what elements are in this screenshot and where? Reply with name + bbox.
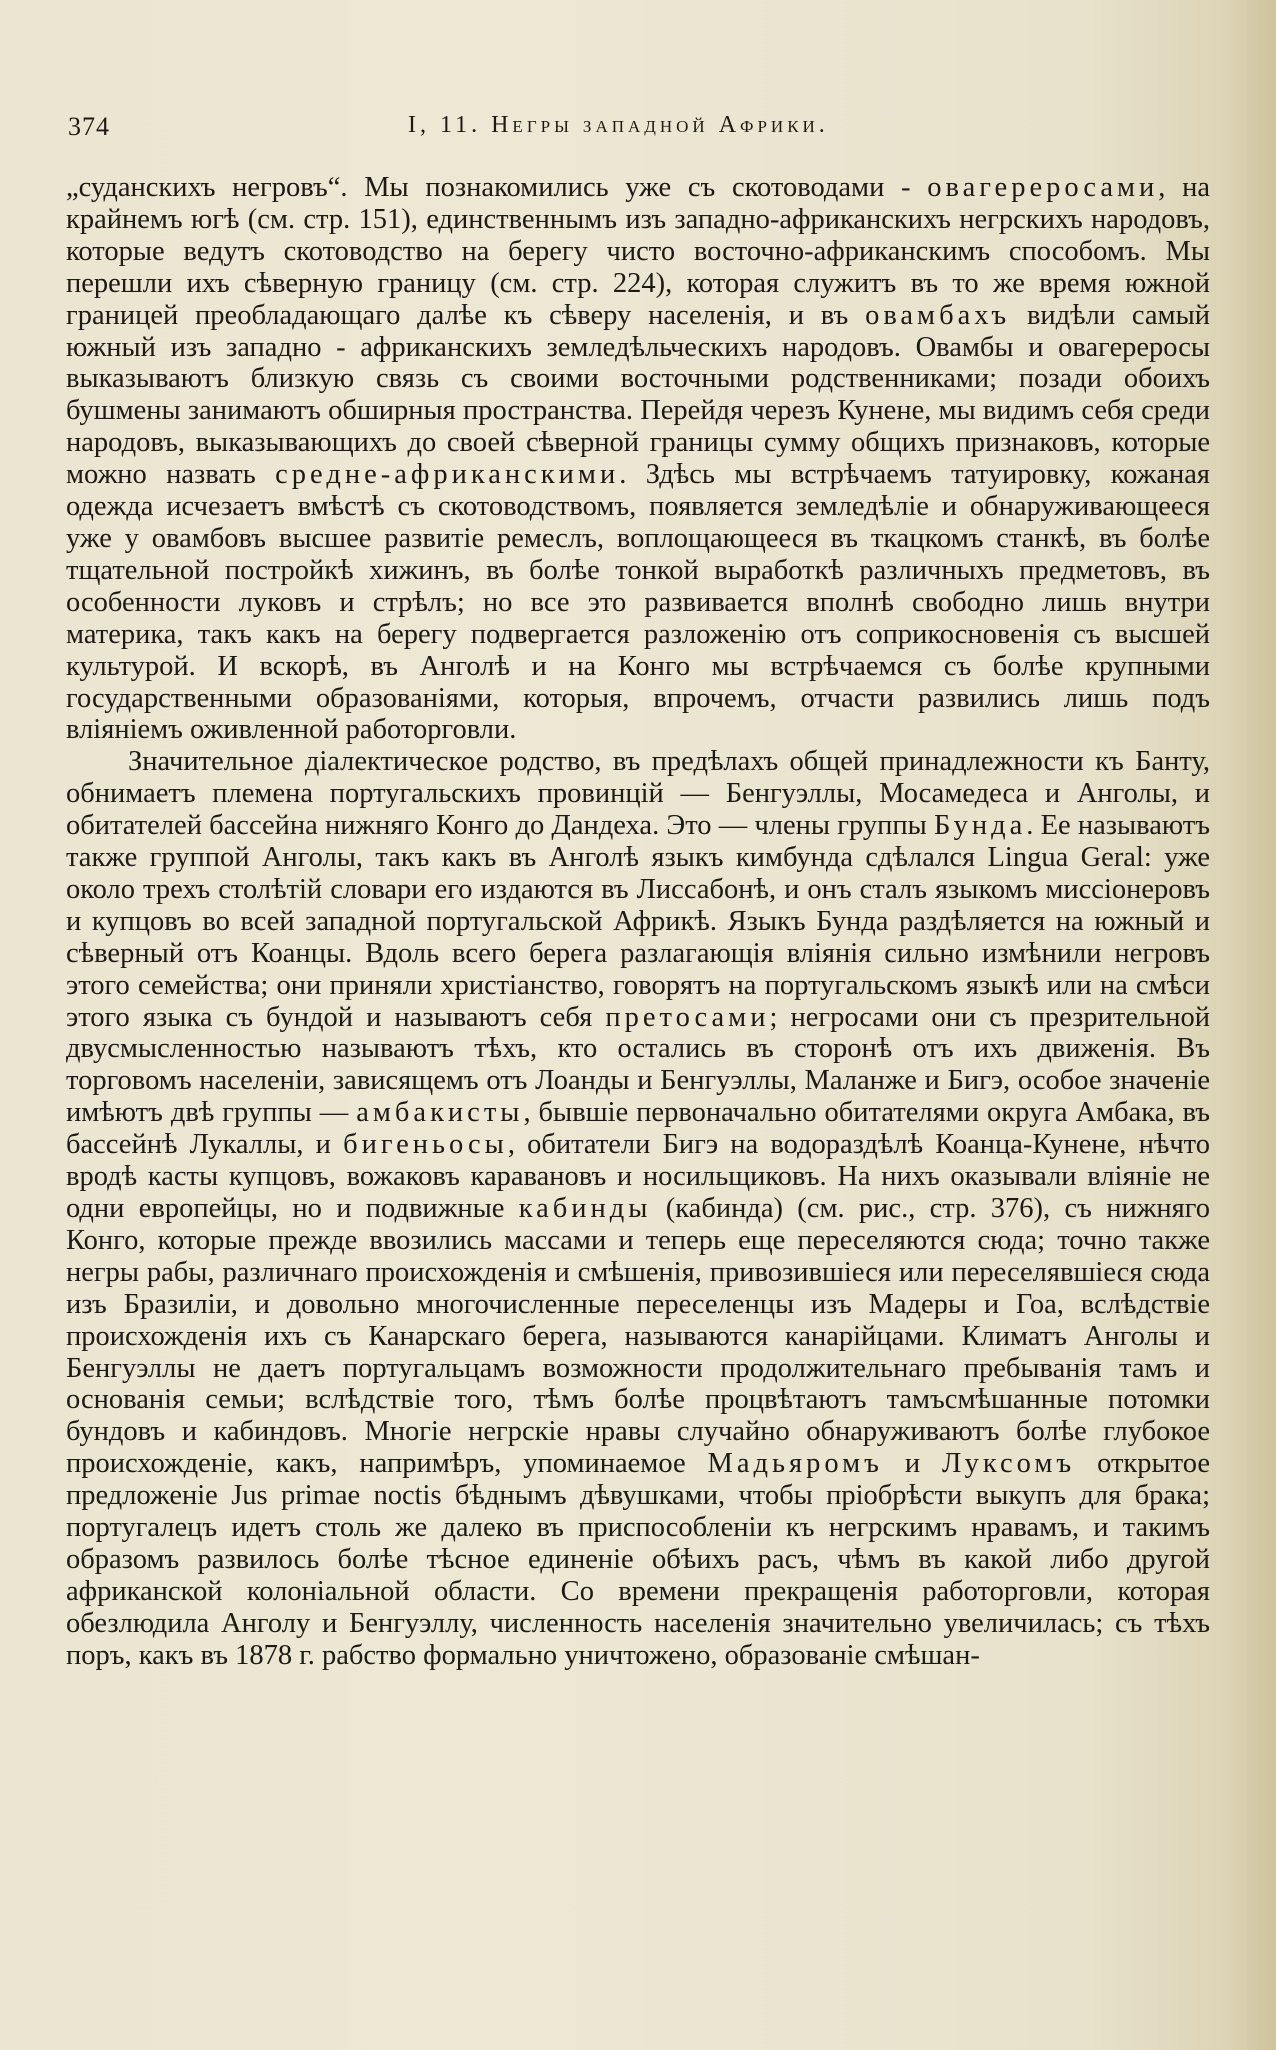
- paragraph-2: [66, 746, 1210, 1671]
- text-run: и: [882, 1448, 943, 1480]
- text-run: открытое предложеніе Jus primae noctis бѣднымъ дѣвушками, чтобы пріобрѣсти выкупъ для брака; португалецъ идетъ столь же далеко въ приспособленіи къ негрскимъ нравамъ, и такимъ образомъ развилось болѣе тѣсное единеніе обѣихъ расъ, чѣмъ въ какой либо другой африканской колоніальной области. Со времени прекращенія работорговли, которая обезлюдила Анголу и Бенгуэллу, численность населенія значительно увеличилась; съ тѣхъ поръ, какъ въ 1878 г. рабство формально уничтожено, образованіе смѣшан-: [66, 1448, 1210, 1671]
- text-run: , обитатели Бигэ на водораздѣлѣ Коанца-Кунене, нѣчто вродѣ касты купцовъ, вожаковъ каравановъ и носильщиковъ. На нихъ оказывали вліяніе не одни европейцы, но и подвижные: [66, 1129, 1210, 1224]
- spaced-term: претосами: [605, 1001, 770, 1033]
- spaced-term: амбакисты: [356, 1097, 524, 1129]
- spaced-term: средне-африканскими: [275, 459, 620, 491]
- header-title: I, 11. Негры западной Африки.: [408, 112, 829, 138]
- text-run: (кабинда) (см. рис., стр. 376), съ нижняго Конго, которые прежде ввозились массами и теперь еще переселяются сюда; точно также негры рабы, различнаго происхожденія и смѣшенія, привозившіеся или переселявшіеся сюда изъ Бразиліи, и довольно многочисленные переселенцы изъ Мадеры и Гоа, вслѣдствіе происхожденія ихъ съ Канарскаго берега, называются канарійцами. Климатъ Анголы и Бенгуэллы не даетъ португальцамъ возможности продолжительнаго пребыванія тамъ и основанія семьи; вслѣдствіе того, тѣмъ болѣе процвѣтаютъ тамъсмѣшанные потомки бундовъ и кабиндовъ. Многіе негрскіе нравы случайно обнаруживаютъ болѣе глубокое происхожденіе, какъ, напримѣръ, упоминаемое: [66, 1193, 1210, 1480]
- page-number: 374: [68, 112, 110, 141]
- text-run: . Ее называютъ также группой Анголы, такъ какъ въ Анголѣ языкъ кимбунда сдѣлался Lingua Geral: уже около трехъ столѣтій словари его издаются въ Лиссабонѣ, и онъ сталъ языкомъ миссіонеровъ и купцовъ во всей западной португальской Африкѣ. Языкъ Бунда раздѣляется на южный и сѣверный отъ Коанцы. Вдоль всего берега разлагающія вліянія сильно измѣнили негровъ этого семейства; они приняли христіанство, говорятъ на португальскомъ языкѣ или на смѣси этого языка съ бундой и называютъ себя: [66, 810, 1210, 1033]
- text-run: ; негросами они съ презрительной двусмысленностью называютъ тѣхъ, кто остались въ сторонѣ отъ ихъ движенія. Въ торговомъ населеніи, зависящемъ отъ Лоанды и Бенгуэллы, Маланже и Бигэ, особое значеніе имѣютъ двѣ группы —: [66, 1001, 1211, 1129]
- text-run: видѣли самый южный изъ западно - африканскихъ земледѣльческихъ народовъ. Овамбы и овагереросы выказываютъ близкую связь съ своими восточными родственниками; позади обоихъ бушмены занимаютъ обширныя пространства. Перейдя черезъ Кунене, мы видимъ себя среди народовъ, выказывающихъ до своей сѣверной границы сумму общихъ признаковъ, которые можно назвать: [66, 299, 1210, 491]
- spaced-term: Бунда: [933, 810, 1027, 842]
- text-run: , бывшіе первоначально обитателями округа Амбака, въ бассейнѣ Лукаллы, и: [66, 1097, 1210, 1161]
- spaced-term: овагереросами: [927, 172, 1159, 203]
- text-run: „суданскихъ негровъ“. Мы познакомились уже съ скотоводами -: [66, 172, 928, 203]
- spaced-term: кабинды: [518, 1193, 652, 1224]
- text-run: , на крайнемъ югѣ (см. стр. 151), единственнымъ изъ западно-африканскихъ негрскихъ народовъ, которые ведутъ скотоводство на берегу чисто восточно-африканскимъ способомъ. Мы перешли ихъ сѣверную границу (см. стр. 224), которая служитъ въ то же время южной границей преобладающаго далѣе къ сѣверу населенія, и въ: [66, 172, 1211, 331]
- running-head: [68, 108, 1198, 148]
- text-run: Значительное діалектическое родство, въ предѣлахъ общей принадлежности къ Банту, обнимаетъ племена португальскихъ провинцій — Бенгуэллы, Мосамедеса и Анголы, и обитателей бассейна нижняго Конго до Дандеха. Это — члены группы: [66, 746, 1210, 842]
- paragraph-1: [66, 172, 1210, 746]
- spaced-term: бигеньосы: [343, 1129, 508, 1161]
- spaced-term: овамбахъ: [865, 299, 1011, 331]
- spaced-term: Мадьяромъ: [707, 1448, 883, 1480]
- body-text: [66, 172, 1210, 1672]
- spaced-term: Луксомъ: [942, 1448, 1076, 1480]
- text-run: . Здѣсь мы встрѣчаемъ татуировку, кожаная одежда исчезаетъ вмѣстѣ съ скотоводствомъ, появляется земледѣліе и обнаруживающееся уже у овамбовъ высшее развитіе ремеслъ, воплощающееся въ ткацкомъ станкѣ, въ болѣе тщательной постройкѣ хижинъ, въ болѣе тонкой выработкѣ различныхъ предметовъ, въ особенности луковъ и стрѣлъ; но все это развивается вполнѣ свободно лишь внутри материка, такъ какъ на берегу подвергается разложенію отъ соприкосновенія съ высшей культурой. И вскорѣ, въ Анголѣ и на Конго мы встрѣчаемся съ болѣе крупными государственными образованіями, которыя, впрочемъ, отчасти развились лишь подъ вліяніемъ оживленной работорговли.: [66, 459, 1211, 746]
